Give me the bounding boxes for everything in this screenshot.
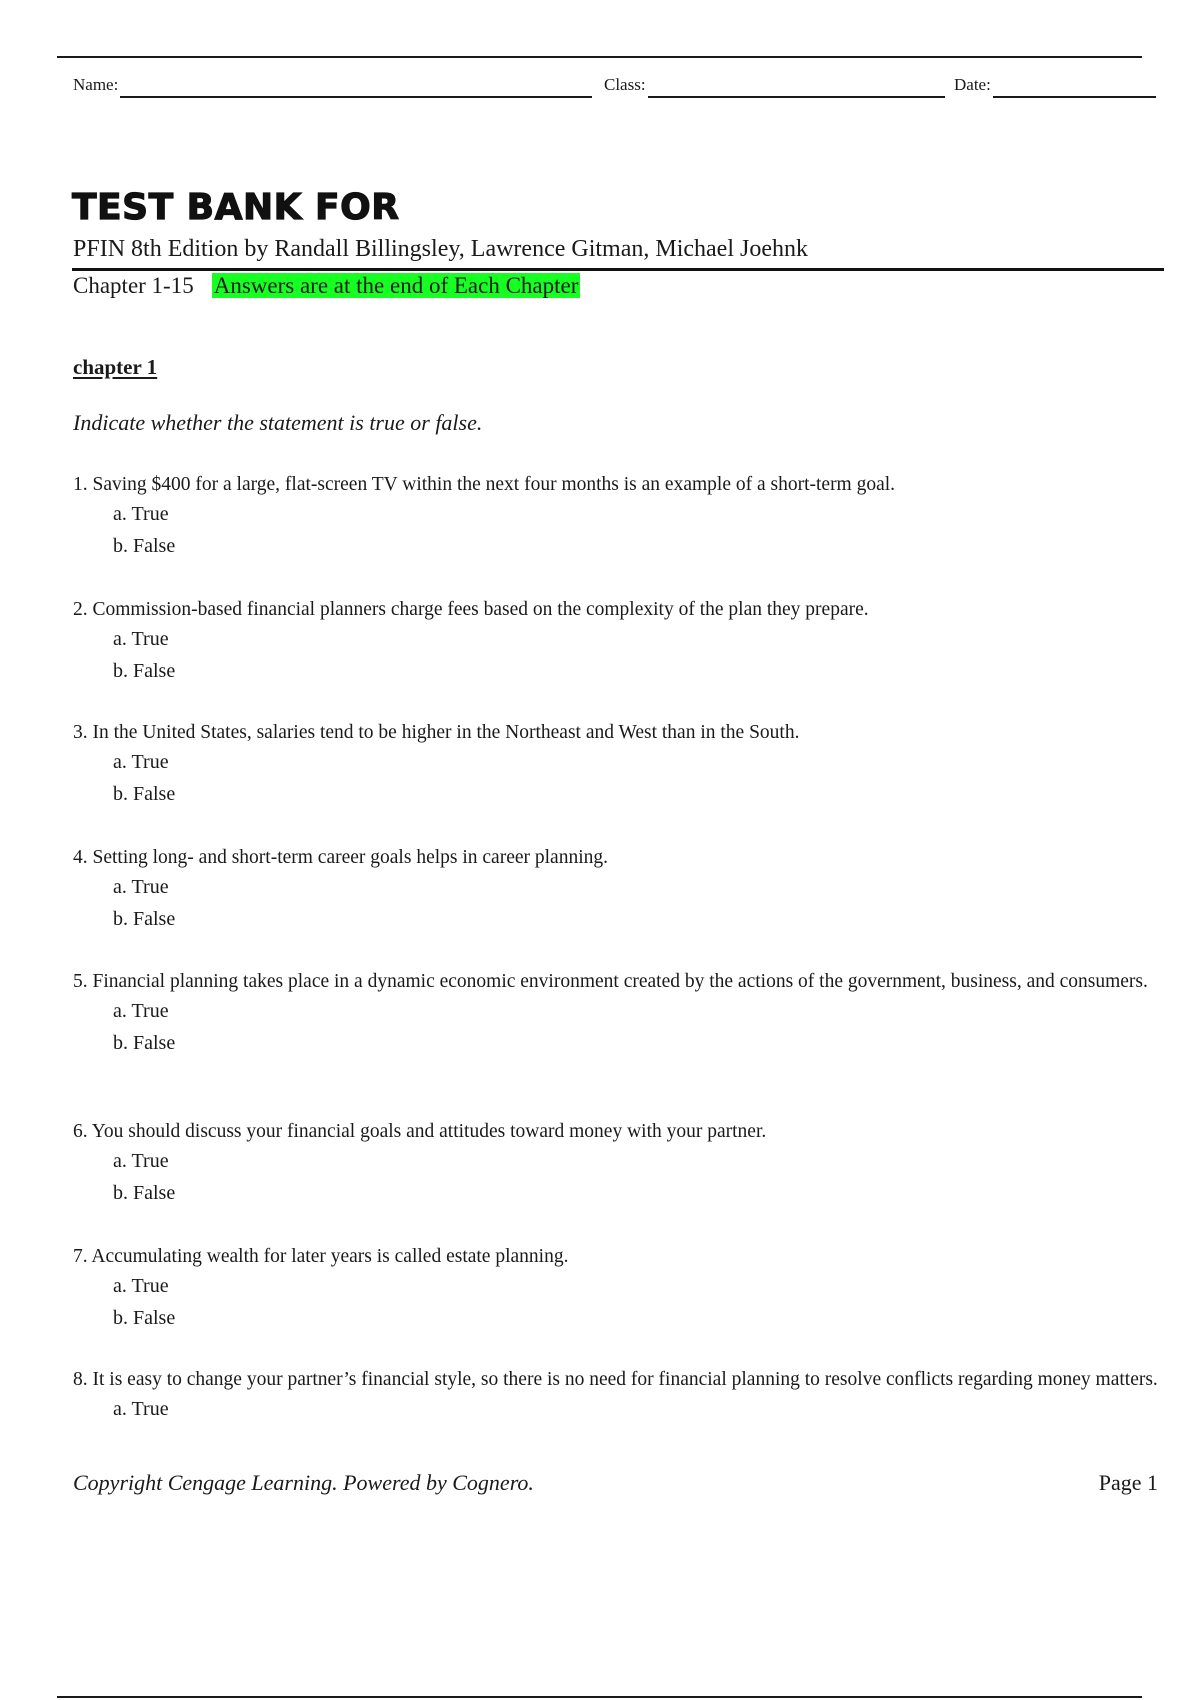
question-8 <box>73 1367 1163 1425</box>
option-false[interactable]: b. False <box>113 660 176 682</box>
date-label: Date: <box>954 75 991 94</box>
question-stem: 4. Setting long- and short-term career goals helps in career planning. <box>73 847 608 868</box>
class-blank-line[interactable] <box>648 96 945 98</box>
option-true[interactable]: a. True <box>113 503 169 525</box>
name-field[interactable] <box>73 72 592 98</box>
question-7 <box>73 1244 1163 1334</box>
question-6 <box>73 1119 1163 1209</box>
footer-page-number: Page 1 <box>1098 1470 1158 1495</box>
option-true[interactable]: a. True <box>113 751 169 773</box>
option-false[interactable]: b. False <box>113 535 176 557</box>
document-subtitle: PFIN 8th Edition by Randall Billingsley, Lawrence Gitman, Michael Joehnk <box>73 236 808 262</box>
option-true[interactable]: a. True <box>113 628 169 650</box>
option-false[interactable]: b. False <box>113 908 176 930</box>
name-label: Name: <box>73 75 119 94</box>
question-stem: 5. Financial planning takes place in a dynamic economic environment created by the actions of the government, business, and consumers. <box>73 971 1148 992</box>
question-3 <box>73 720 1163 810</box>
class-label: Class: <box>604 75 646 94</box>
answers-note-highlight: Answers are at the end of Each Chapter <box>213 273 579 298</box>
section-heading: chapter 1 <box>73 355 158 379</box>
option-false[interactable]: b. False <box>113 1307 176 1329</box>
question-stem: 1. Saving $400 for a large, flat-screen TV within the next four months is an example of a short-term goal. <box>73 474 896 495</box>
question-stem: 6. You should discuss your financial goals and attitudes toward money with your partner. <box>73 1121 767 1142</box>
class-field[interactable] <box>604 72 945 98</box>
question-5 <box>73 969 1163 1059</box>
option-false[interactable]: b. False <box>113 1032 176 1054</box>
question-4 <box>73 845 1163 935</box>
option-true[interactable]: a. True <box>113 1275 169 1297</box>
footer-copyright: Copyright Cengage Learning. Powered by Cognero. <box>73 1470 534 1495</box>
question-stem: 2. Commission-based financial planners charge fees based on the complexity of the plan they prepare. <box>73 599 869 620</box>
option-true[interactable]: a. True <box>113 876 169 898</box>
question-stem: 8. It is easy to change your partner’s financial style, so there is no need for financial planning to resolve conflicts regarding money matters. <box>73 1369 1158 1390</box>
question-stem: 7. Accumulating wealth for later years is called estate planning. <box>73 1246 569 1267</box>
date-blank-line[interactable] <box>993 96 1156 98</box>
bottom-rule <box>57 1696 1142 1698</box>
instructions: Indicate whether the statement is true or false. <box>73 410 483 435</box>
top-rule <box>57 56 1142 58</box>
option-false[interactable]: b. False <box>113 783 176 805</box>
name-blank-line[interactable] <box>120 96 592 98</box>
option-true[interactable]: a. True <box>113 1000 169 1022</box>
date-field[interactable] <box>954 72 1156 98</box>
chapter-range: Chapter 1-15 <box>73 273 194 298</box>
chapter-line <box>73 271 580 301</box>
option-true[interactable]: a. True <box>113 1398 169 1420</box>
option-true[interactable]: a. True <box>113 1150 169 1172</box>
question-stem: 3. In the United States, salaries tend to be higher in the Northeast and West than in the South. <box>73 722 800 743</box>
option-false[interactable]: b. False <box>113 1182 176 1204</box>
document-title: TEST BANK FOR <box>72 187 400 228</box>
question-2 <box>73 597 1163 687</box>
header-fields <box>73 72 1160 100</box>
question-1 <box>73 472 1163 562</box>
